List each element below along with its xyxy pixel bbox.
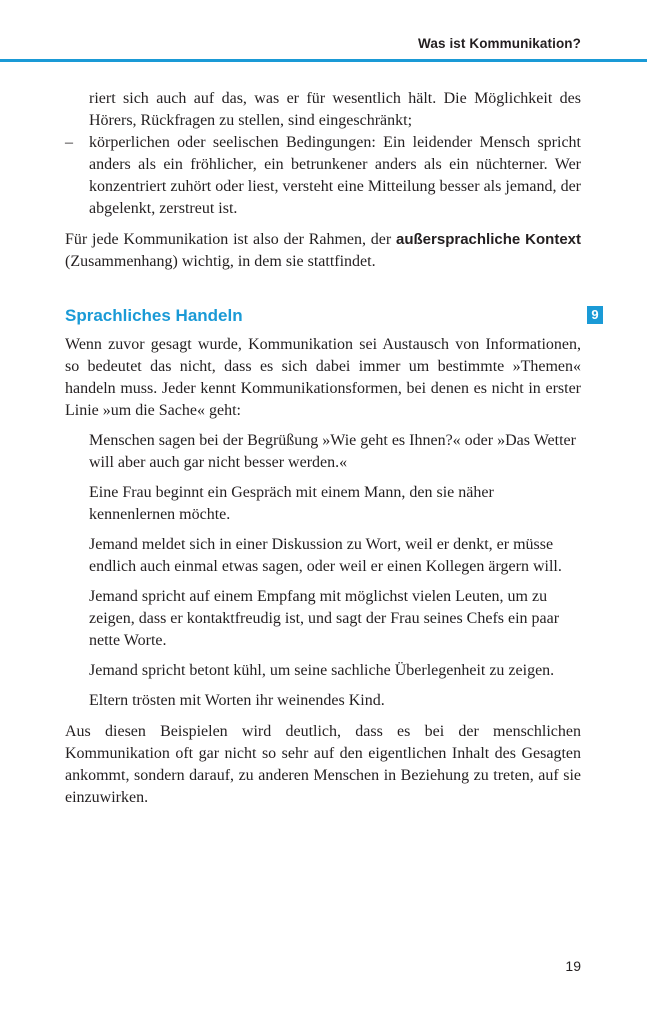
context-paragraph [65, 229, 581, 273]
example-paragraph: Jemand meldet sich in einer Diskussion zu Wort, weil er denkt, er müsse endlich auch einmal etwas sagen, oder weil er einen Kollegen ärgern will. [89, 536, 562, 575]
context-text-before: Für jede Kommunikation ist also der Rahmen, der [65, 231, 397, 248]
context-text-after: (Zusammenhang) wichtig, in dem sie stattfindet. [65, 253, 376, 270]
header-rule [0, 59, 647, 62]
list-item [65, 132, 581, 220]
continued-paragraph: riert sich auch auf das, was er für wesentlich hält. Die Möglichkeit des Hörers, Rückfragen zu stellen, sind eingeschränkt; [89, 90, 581, 129]
chapter-badge: 9 [587, 306, 603, 324]
page-body [65, 88, 599, 809]
example-paragraph: Eine Frau beginnt ein Gespräch mit einem Mann, den sie näher kennenlernen möchte. [89, 484, 494, 523]
section-heading-row [65, 304, 599, 328]
page-number: 19 [565, 958, 581, 974]
section-heading: Sprachliches Handeln [65, 306, 243, 325]
example-paragraph: Jemand spricht auf einem Empfang mit möglichst vielen Leuten, um zu zeigen, dass er kontaktfreudig ist, und sagt der Frau seines Chefs ein paar nette Worte. [89, 588, 560, 649]
example-paragraph: Menschen sagen bei der Begrüßung »Wie geht es Ihnen?« oder »Das Wetter will aber auch gar nicht besser werden.« [89, 432, 576, 471]
running-head-title: Was ist Kommunikation? [418, 36, 581, 51]
list-dash: – [65, 134, 73, 151]
list-item-text: körperlichen oder seelischen Bedingungen: Ein leidender Mensch spricht anders als ein fröhlicher, ein betrunkener anders als ein nüchterner. Wer konzentriert zuhört oder liest, versteht eine Mitteilung besser als jemand, der abgelenkt, zerstreut ist. [89, 134, 581, 217]
context-keyword: außersprachliche Kontext [396, 231, 582, 248]
conclusion-paragraph: Aus diesen Beispielen wird deutlich, dass es bei der menschlichen Kommunikation oft gar nicht so sehr auf den eigentlichen Inhalt des Gesagten ankommt, sondern darauf, zu anderen Menschen in Beziehung zu treten, auf sie einzuwirken. [65, 723, 581, 806]
lead-paragraph: Wenn zuvor gesagt wurde, Kommunikation sei Austausch von Informationen, so bedeutet das nicht, dass es sich dabei immer um bestimmte »Themen« handeln muss. Jeder kennt Kommunikationsformen, bei denen es nicht in erster Linie »um die Sache« geht: [65, 336, 581, 419]
example-paragraph: Jemand spricht betont kühl, um seine sachliche Überlegenheit zu zeigen. [89, 662, 555, 679]
example-paragraph: Eltern trösten mit Worten ihr weinendes Kind. [89, 692, 385, 709]
